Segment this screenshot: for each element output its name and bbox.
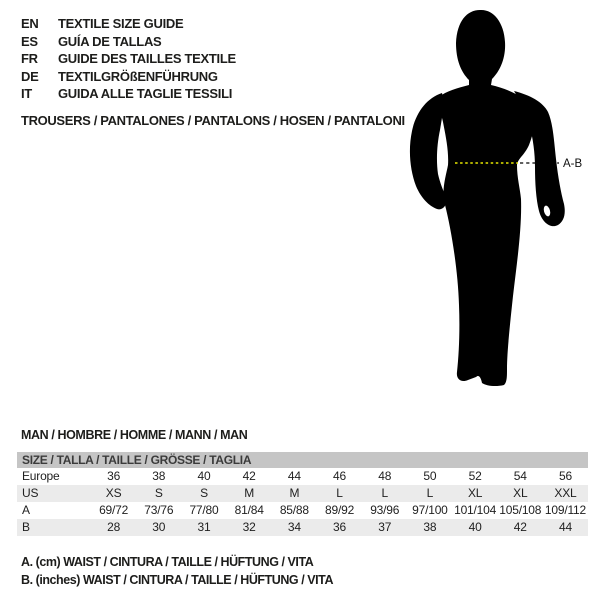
row-label: US xyxy=(22,486,39,500)
language-label: TEXTILE SIZE GUIDE xyxy=(58,16,184,31)
language-code: FR xyxy=(21,51,38,67)
size-cell: 44 xyxy=(287,469,301,483)
language-label: TEXTILGRÖßENFÜHRUNG xyxy=(58,68,218,84)
size-cell: S xyxy=(154,486,163,500)
silhouette-body xyxy=(438,10,535,386)
size-cell: 109/112 xyxy=(544,503,587,517)
size-cell: XL xyxy=(467,486,483,500)
language-row xyxy=(21,33,236,51)
row-label: B xyxy=(22,520,30,534)
language-row xyxy=(21,85,236,103)
size-cell: 42 xyxy=(242,469,256,483)
size-cell: M xyxy=(289,486,300,500)
size-cell: L xyxy=(426,486,434,500)
table-group-title: MAN / HOMBRE / HOMME / MANN / MAN xyxy=(21,428,248,442)
size-cell: 42 xyxy=(513,520,527,534)
size-cell: 40 xyxy=(197,469,211,483)
size-cell: 36 xyxy=(107,469,121,483)
silhouette-left-arm xyxy=(410,93,447,209)
language-list xyxy=(21,15,236,103)
size-cell: 73/76 xyxy=(144,503,174,517)
size-cell: 40 xyxy=(468,520,482,534)
size-cell: 38 xyxy=(423,520,437,534)
size-cell: 38 xyxy=(152,469,166,483)
language-label: GUÍA DE TALLAS xyxy=(58,33,162,49)
size-cell: M xyxy=(244,486,255,500)
language-row xyxy=(21,50,236,68)
size-cell: XS xyxy=(105,486,122,500)
measure-label-ab: A-B xyxy=(563,158,583,170)
size-cell: 101/104 xyxy=(454,503,497,517)
size-cell: 46 xyxy=(333,469,346,483)
size-cell: 97/100 xyxy=(412,503,448,517)
size-table-body xyxy=(17,468,588,536)
table-row xyxy=(17,502,588,519)
table-row xyxy=(17,485,588,502)
size-cell: 89/92 xyxy=(325,503,355,517)
size-cell: XL xyxy=(513,486,528,500)
size-cell: 44 xyxy=(558,520,572,534)
language-code: DE xyxy=(21,68,39,84)
size-cell: 105/108 xyxy=(499,503,542,517)
footnotes xyxy=(21,553,333,589)
table-row xyxy=(17,468,588,485)
footnote-inches: B. (inches) WAIST / CINTURA / TAILLE / HÜFTUNG / VITA xyxy=(21,573,334,587)
language-row xyxy=(21,68,236,86)
size-cell: 56 xyxy=(558,469,572,483)
language-label: GUIDE DES TAILLES TEXTILE xyxy=(58,51,236,67)
language-code: IT xyxy=(21,86,32,102)
size-cell: 32 xyxy=(242,520,256,534)
language-row xyxy=(21,15,236,33)
size-table xyxy=(17,452,588,536)
size-cell: 31 xyxy=(197,520,211,534)
size-cell: 28 xyxy=(107,520,121,534)
size-cell: 54 xyxy=(513,469,527,483)
size-cell: 30 xyxy=(152,520,166,534)
row-label: Europe xyxy=(22,469,60,483)
size-cell: 37 xyxy=(378,520,392,534)
size-cell: L xyxy=(381,486,388,500)
language-code: ES xyxy=(21,33,38,49)
size-cell: 34 xyxy=(287,520,301,534)
man-silhouette xyxy=(380,0,600,430)
size-cell: 52 xyxy=(468,469,482,483)
table-row xyxy=(17,519,588,536)
size-cell: 93/96 xyxy=(370,503,400,517)
size-cell: 69/72 xyxy=(99,503,129,517)
size-cell: 81/84 xyxy=(234,503,264,517)
category-title: TROUSERS / PANTALONES / PANTALONS / HOSEN / PANTALONI xyxy=(21,113,405,128)
size-cell: 48 xyxy=(378,469,392,483)
size-cell: 50 xyxy=(423,469,437,483)
size-cell: L xyxy=(336,486,343,500)
size-table-header-bar: SIZE / TALLA / TAILLE / GRÖSSE / TAGLIA xyxy=(17,452,588,468)
row-label: A xyxy=(22,503,30,517)
size-cell: 36 xyxy=(333,520,346,534)
size-cell: S xyxy=(200,486,208,500)
language-label: GUIDA ALLE TAGLIE TESSILI xyxy=(58,86,233,102)
size-cell: 85/88 xyxy=(279,503,309,517)
footnote-cm: A. (cm) WAIST / CINTURA / TAILLE / HÜFTUNG / VITA xyxy=(21,555,314,569)
language-code: EN xyxy=(21,16,39,31)
size-cell: 77/80 xyxy=(189,503,219,517)
size-cell: XXL xyxy=(554,486,577,500)
